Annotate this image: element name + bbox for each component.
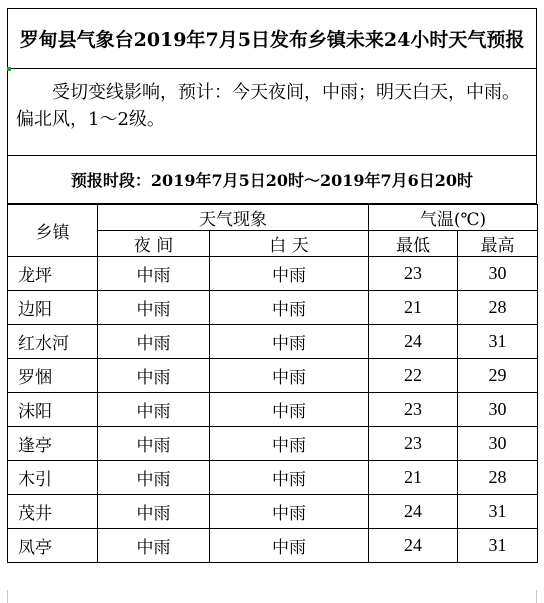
- cell-max-temp: 30: [458, 257, 538, 291]
- table-row: [8, 359, 538, 393]
- header-night: 夜 间: [98, 231, 210, 257]
- cell-day-weather: 中雨: [210, 359, 369, 393]
- cell-day-weather: 中雨: [210, 325, 369, 359]
- cell-night-weather: 中雨: [98, 393, 210, 427]
- cell-night-weather: 中雨: [98, 427, 210, 461]
- cell-min-temp: 21: [369, 461, 458, 495]
- table-row: [8, 495, 538, 529]
- cell-night-weather: 中雨: [98, 257, 210, 291]
- cell-town: 红水河: [8, 325, 98, 359]
- forecast-period: [7, 155, 537, 204]
- cell-max-temp: 30: [458, 427, 538, 461]
- table-row: [8, 529, 538, 563]
- cell-town: 凤亭: [8, 529, 98, 563]
- cell-min-temp: 23: [369, 393, 458, 427]
- cell-min-temp: 21: [369, 291, 458, 325]
- cell-max-temp: 28: [458, 461, 538, 495]
- forecast-title: [7, 8, 537, 68]
- table-body: [8, 257, 538, 563]
- header-town: 乡镇: [8, 205, 98, 257]
- cell-town: 龙坪: [8, 257, 98, 291]
- table-row: [8, 393, 538, 427]
- title-text: 罗甸县气象台2019年7月5日发布乡镇未来24小时天气预报: [19, 29, 525, 51]
- cell-max-temp: 31: [458, 325, 538, 359]
- cell-town: 逢亭: [8, 427, 98, 461]
- table-row: [8, 257, 538, 291]
- cell-min-temp: 22: [369, 359, 458, 393]
- forecast-sheet: [7, 8, 537, 563]
- cell-town: 沫阳: [8, 393, 98, 427]
- cell-town: 边阳: [8, 291, 98, 325]
- cell-night-weather: 中雨: [98, 529, 210, 563]
- cell-min-temp: 23: [369, 427, 458, 461]
- header-temperature: 气温(℃): [369, 205, 538, 231]
- cell-day-weather: 中雨: [210, 291, 369, 325]
- cell-day-weather: 中雨: [210, 393, 369, 427]
- period-text: 预报时段：2019年7月5日20时～2019年7月6日20时: [70, 171, 474, 190]
- table-row: [8, 427, 538, 461]
- sheet-gridline: [536, 590, 537, 603]
- cell-night-weather: 中雨: [98, 325, 210, 359]
- cell-day-weather: 中雨: [210, 427, 369, 461]
- table-header-row: [8, 205, 538, 231]
- header-weather: 天气现象: [98, 205, 369, 231]
- cell-night-weather: 中雨: [98, 495, 210, 529]
- cell-max-temp: 31: [458, 529, 538, 563]
- header-max: 最高: [458, 231, 538, 257]
- cell-day-weather: 中雨: [210, 257, 369, 291]
- forecast-summary: [7, 68, 537, 155]
- header-min: 最低: [369, 231, 458, 257]
- cell-night-weather: 中雨: [98, 359, 210, 393]
- cell-town: 茂井: [8, 495, 98, 529]
- cell-day-weather: 中雨: [210, 529, 369, 563]
- cell-day-weather: 中雨: [210, 495, 369, 529]
- cell-max-temp: 31: [458, 495, 538, 529]
- cell-max-temp: 30: [458, 393, 538, 427]
- cell-town: 罗悃: [8, 359, 98, 393]
- cell-max-temp: 28: [458, 291, 538, 325]
- header-day: 白 天: [210, 231, 369, 257]
- table-row: [8, 291, 538, 325]
- table-row: [8, 461, 538, 495]
- table-row: [8, 325, 538, 359]
- summary-text: 受切变线影响，预计：今天夜间，中雨；明天白天，中雨。偏北风，1～2级。: [16, 82, 520, 130]
- cell-night-weather: 中雨: [98, 291, 210, 325]
- cell-min-temp: 24: [369, 495, 458, 529]
- forecast-table: [7, 204, 538, 563]
- cell-marker-icon: [7, 67, 11, 71]
- sheet-gridline: [7, 590, 8, 603]
- cell-min-temp: 24: [369, 529, 458, 563]
- cell-day-weather: 中雨: [210, 461, 369, 495]
- cell-town: 木引: [8, 461, 98, 495]
- cell-night-weather: 中雨: [98, 461, 210, 495]
- cell-min-temp: 24: [369, 325, 458, 359]
- cell-min-temp: 23: [369, 257, 458, 291]
- cell-max-temp: 29: [458, 359, 538, 393]
